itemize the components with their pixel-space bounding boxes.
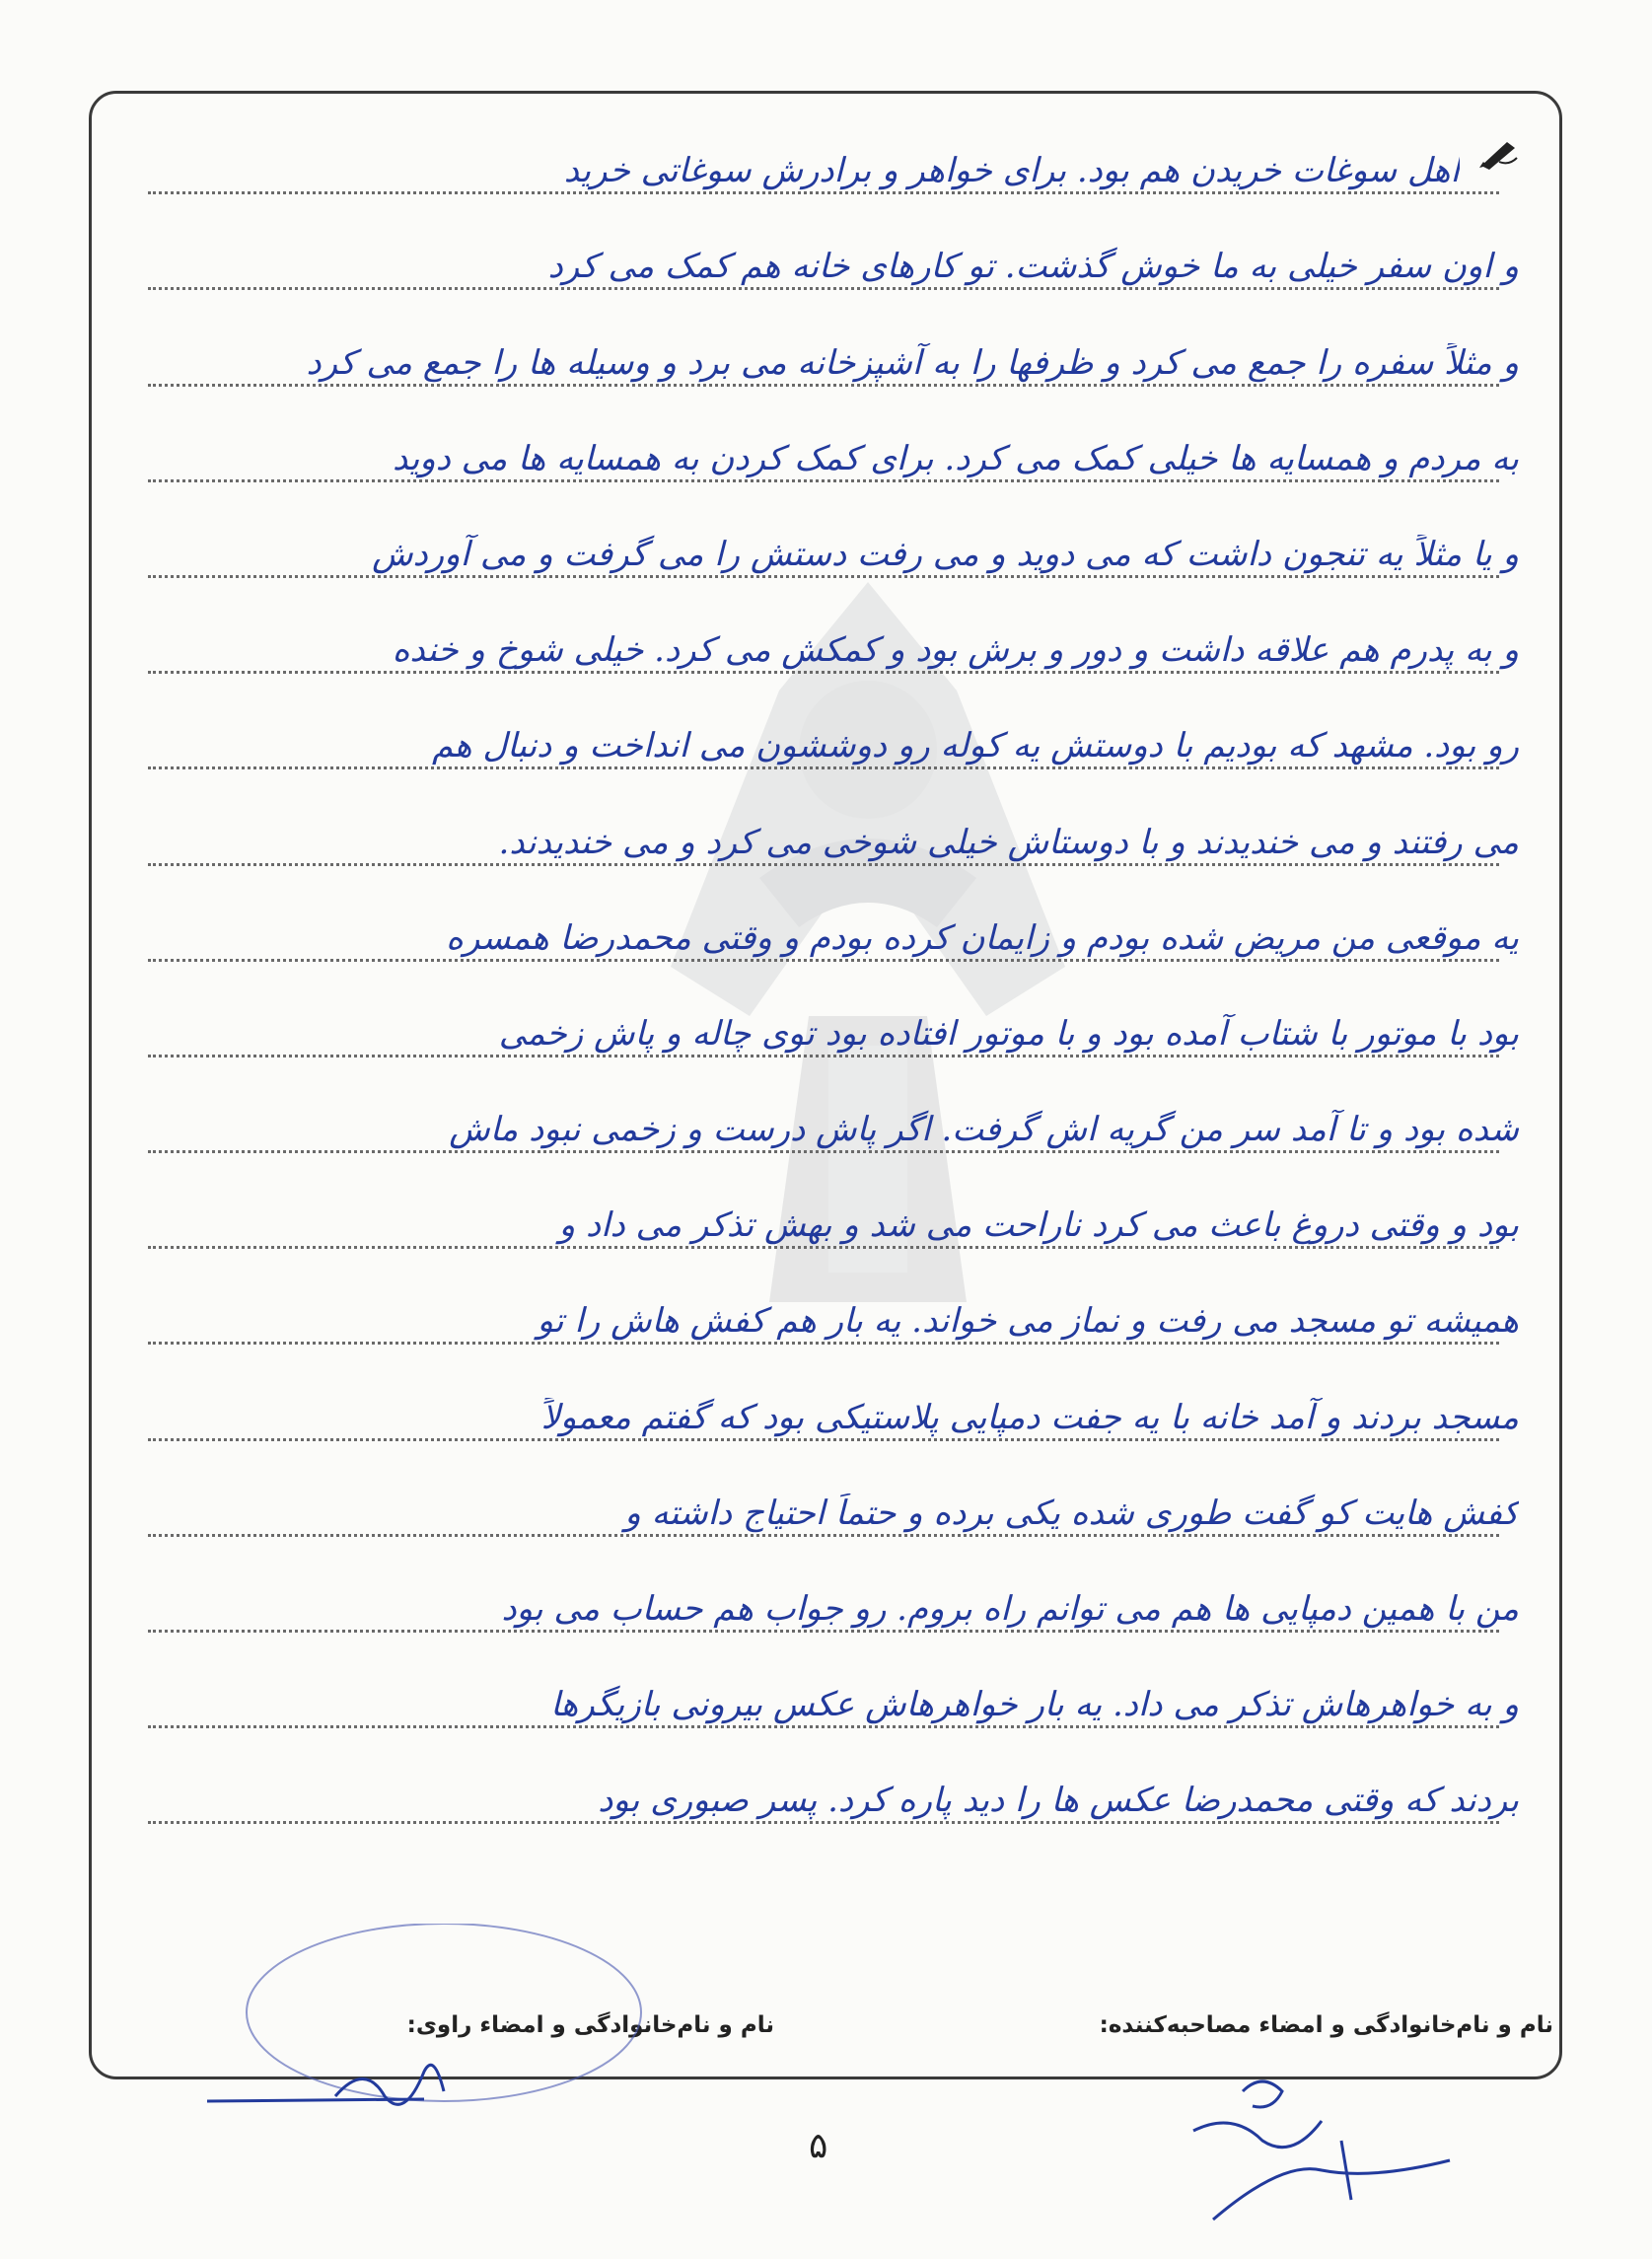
handwritten-line-16: من با همین دمپایی ها هم می توانم راه بروم. رو جواب هم حساب می بود	[138, 1557, 1519, 1652]
handwritten-line-12: بود و وقتی دروغ باعث می کرد ناراحت می شد و بهش تذکر می داد و	[138, 1173, 1519, 1269]
handwritten-line-4: به مردم و همسایه ها خیلی کمک می کرد. برای کمک کردن به همسایه ها می دوید	[138, 406, 1519, 502]
pen-icon	[1477, 136, 1519, 170]
handwritten-line-6: و به پدرم هم علاقه داشت و دور و برش بود و کمکش می کرد. خیلی شوخ و خنده	[138, 598, 1519, 693]
handwritten-line-9: یه موقعی من مریض شده بودم و زایمان کرده بودم و وقتی محمدرضا همسره	[138, 886, 1519, 982]
handwritten-line-18: بردند که وقتی محمدرضا عکس ها را دید پاره کرد. پسر صبوری بود	[138, 1748, 1519, 1844]
handwritten-line-14: مسجد بردند و آمد خانه با یه جفت دمپایی پلاستیکی بود که گفتم معمولاً	[138, 1364, 1519, 1460]
handwritten-line-7: رو بود. مشهد که بودیم با دوستش یه کوله رو دوششون می انداخت و دنبال هم	[138, 693, 1519, 789]
handwritten-line-5: و یا مثلاً یه تنجون داشت که می دوید و می رفت دستش را می گرفت و می آوردش	[138, 502, 1519, 598]
interviewer-signature-label: نام و نام‌خانوادگی و امضاء مصاحبه‌کننده:	[1099, 2012, 1553, 2038]
handwritten-line-3: و مثلاً سفره را جمع می کرد و ظرفها را به آشپزخانه می برد و وسیله ها را جمع می کرد	[138, 310, 1519, 405]
handwritten-line-10: بود با موتور با شتاب آمده بود و با موتور افتاده بود توی چاله و پاش زخمی	[138, 982, 1519, 1077]
handwritten-line-17: و به خواهرهاش تذکر می داد. یه بار خواهرهاش عکس بیرونی بازیگرها	[138, 1652, 1519, 1748]
handwritten-lines	[138, 118, 1519, 1844]
handwritten-line-1: اهل سوغات خریدن هم بود. برای خواهر و برادرش سوغاتی خرید	[138, 118, 1519, 214]
interviewer-signature	[1174, 2052, 1489, 2249]
page-number: ۵	[809, 2126, 828, 2166]
handwritten-line-2: و اون سفر خیلی به ما خوش گذشت. تو کارهای خانه هم کمک می کرد	[138, 214, 1519, 310]
handwritten-line-15: کفش هایت کو گفت طوری شده یکی برده و حتماً احتیاج داشته و	[138, 1461, 1519, 1557]
handwritten-line-13: همیشه تو مسجد می رفت و نماز می خواند. یه بار هم کفش هاش را تو	[138, 1269, 1519, 1364]
handwritten-line-8: می رفتند و می خندیدند و با دوستاش خیلی شوخی می کرد و می خندیدند.	[138, 789, 1519, 885]
narrator-signature	[197, 1924, 651, 2180]
handwritten-line-11: شده بود و تا آمد سر من گریه اش گرفت. اگر پاش درست و زخمی نبود ماش	[138, 1077, 1519, 1173]
narrator-signature-label: نام و نام‌خانوادگی و امضاء راوی:	[406, 2012, 774, 2038]
